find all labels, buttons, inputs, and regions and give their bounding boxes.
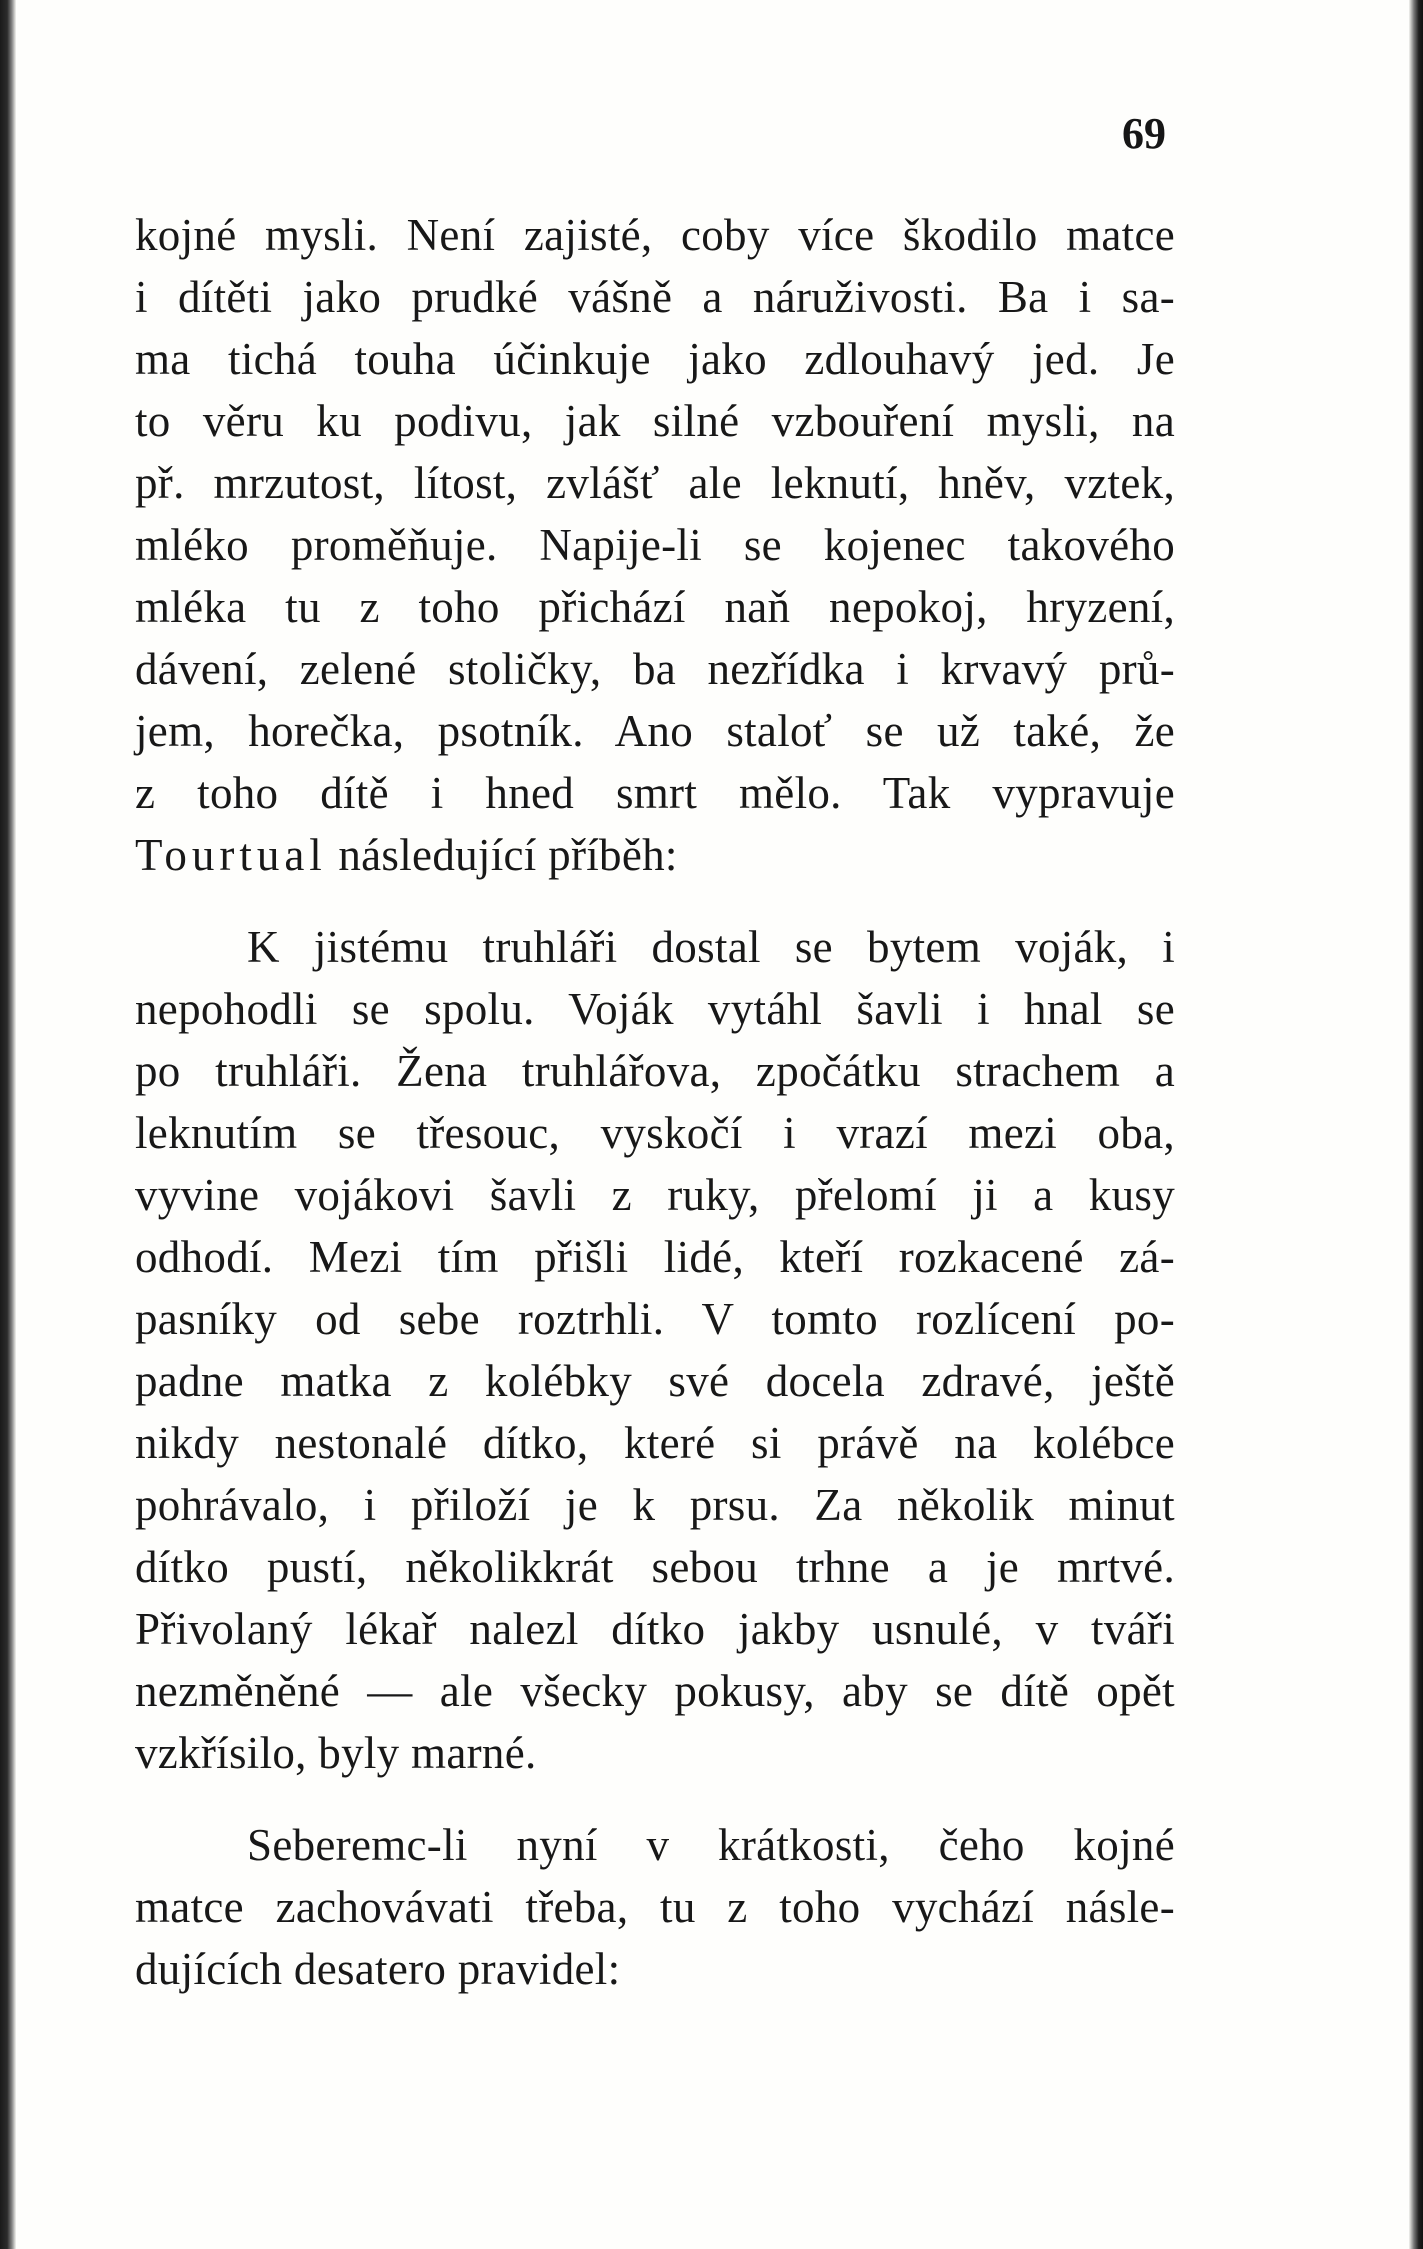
text-line: K jistému truhláři dostal se bytem voják, i <box>247 922 1175 972</box>
text-line: dujících desatero pravidel: <box>135 1944 621 1994</box>
book-spine-shadow <box>0 0 16 2249</box>
text-line: odhodí. Mezi tím přišli lidé, kteří rozkacené zá- <box>135 1232 1175 1282</box>
text-line: pasníky od sebe roztrhli. V tomto rozlícení po- <box>135 1294 1175 1344</box>
text-line: kojné mysli. Není zajisté, coby více škodilo matce <box>135 210 1175 260</box>
text-line: př. mrzutost, lítost, zvlášť ale leknutí, hněv, vztek, <box>135 458 1175 508</box>
text-line: vyvine vojákovi šavli z ruky, přelomí ji a kusy <box>135 1170 1175 1220</box>
text-line: i dítěti jako prudké vášně a náruživosti. Ba i sa- <box>135 272 1175 322</box>
body-text <box>135 204 1175 2000</box>
paragraph-3 <box>135 1814 1175 2000</box>
page-edge-shadow <box>1409 0 1423 2249</box>
text-line: mléka tu z toho přichází naň nepokoj, hryzení, <box>135 582 1175 632</box>
text-line: po truhláři. Žena truhlářova, zpočátku strachem a <box>135 1046 1175 1096</box>
text-line: pohrávalo, i přiloží je k prsu. Za několik minut <box>135 1480 1175 1530</box>
text-line <box>135 824 1175 886</box>
text-line: dítko pustí, několikkrát sebou trhne a je mrtvé. <box>135 1542 1175 1592</box>
paragraph-2 <box>135 916 1175 1784</box>
text-line: leknutím se třesouc, vyskočí i vrazí mezi oba, <box>135 1108 1175 1158</box>
author-name: Tourtual <box>135 830 327 880</box>
text-line: jem, horečka, psotník. Ano staloť se už také, že <box>135 706 1175 756</box>
text-line: ma tichá touha účinkuje jako zdlouhavý jed. Je <box>135 334 1175 384</box>
text-line: vzkřísilo, byly marné. <box>135 1728 537 1778</box>
text-line: mléko proměňuje. Napije-li se kojenec takového <box>135 520 1175 570</box>
text-line: Seberemc-li nyní v krátkosti, čeho kojné <box>247 1820 1175 1870</box>
text-line: nikdy nestonalé dítko, které si právě na kolébce <box>135 1418 1175 1468</box>
paragraph-gap <box>135 1784 1175 1814</box>
paragraph-gap <box>135 886 1175 916</box>
paragraph-1 <box>135 204 1175 886</box>
text-line: matce zachovávati třeba, tu z toho vychází násle- <box>135 1882 1175 1932</box>
text-line: Přivolaný lékař nalezl dítko jakby usnulé, v tváři <box>135 1604 1175 1654</box>
text-line: dávení, zelené stoličky, ba nezřídka i krvavý prů- <box>135 644 1175 694</box>
text-line: nezměněné — ale všecky pokusy, aby se dítě opět <box>135 1666 1175 1716</box>
text-line: padne matka z kolébky své docela zdravé, ještě <box>135 1356 1175 1406</box>
text-fragment: následující příběh: <box>326 830 678 880</box>
page-number: 69 <box>1122 109 1166 158</box>
text-line: to věru ku podivu, jak silné vzbouření mysli, na <box>135 396 1175 446</box>
text-line: nepohodli se spolu. Voják vytáhl šavli i hnal se <box>135 984 1175 1034</box>
text-line: z toho dítě i hned smrt mělo. Tak vypravuje <box>135 768 1175 818</box>
